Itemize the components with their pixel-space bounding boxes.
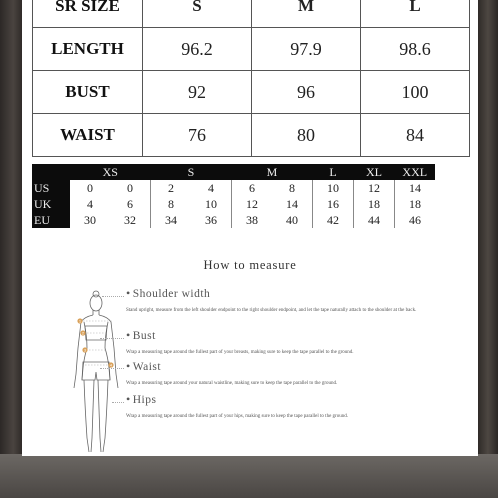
table-cell: 4 <box>208 180 214 195</box>
marker-label: 1 <box>78 318 82 324</box>
section-heading: Shoulder width <box>132 288 211 300</box>
table-cell: 2 <box>151 180 192 196</box>
bullet: • <box>126 328 131 342</box>
leader-line <box>102 296 124 297</box>
row-label: LENGTH <box>33 28 143 71</box>
table-cell: 0 <box>127 180 133 195</box>
table-cell: 76 <box>143 114 252 157</box>
row-label: BUST <box>33 71 143 114</box>
table-cell: 42 <box>313 212 354 228</box>
table-cell: 14 <box>395 180 436 196</box>
table-cell: 100 <box>361 71 470 114</box>
section-heading: Waist <box>132 361 162 373</box>
marker-label: 4 <box>109 362 113 368</box>
table-cell: 16 <box>313 196 354 212</box>
table-cell: 98.6 <box>361 28 470 71</box>
table-cell: 36 <box>205 212 217 227</box>
row-label: UK <box>32 196 70 212</box>
section-description: Wrap a measuring tape around the fullest part of your hips, making sure to keep the tape parallel to the ground. <box>126 414 348 419</box>
table-row <box>33 114 470 157</box>
table-cell: 34 <box>151 212 192 228</box>
table-cell: 6 <box>232 180 273 196</box>
header-cell: L <box>361 0 470 28</box>
section-heading: Bust <box>132 330 156 342</box>
size-table <box>32 0 470 157</box>
table-cell: 12 <box>232 196 273 212</box>
table-cell: 46 <box>395 212 436 228</box>
table-cell: 6 <box>127 196 133 211</box>
size-table-header-row <box>33 0 470 28</box>
table-cell: 80 <box>252 114 361 157</box>
table-cell: 18 <box>395 196 436 212</box>
right-frame <box>478 0 498 498</box>
conversion-header-row <box>32 164 435 180</box>
bottom-frame <box>0 454 498 498</box>
leader-line <box>112 402 124 403</box>
size-header: M <box>232 164 313 180</box>
header-cell: SR SIZE <box>33 0 143 28</box>
body-figure-illustration <box>56 288 136 456</box>
header-cell: M <box>252 0 361 28</box>
table-cell: 96.2 <box>143 28 252 71</box>
leader-line <box>100 338 124 339</box>
table-cell: 4 <box>87 196 93 211</box>
table-cell: 14 <box>286 196 298 211</box>
size-header: XXL <box>395 164 436 180</box>
table-cell: 30 <box>84 212 96 227</box>
table-row <box>33 71 470 114</box>
row-label: US <box>32 180 70 196</box>
section-description: Wrap a measuring tape around your natural waistline, making sure to keep the tape parallel to the ground. <box>126 381 338 386</box>
table-cell: 12 <box>354 180 395 196</box>
section-description: Wrap a measuring tape around the fullest part of your breasts, making sure to keep the tape parallel to the ground. <box>126 350 354 355</box>
marker-label: 2 <box>81 330 85 336</box>
table-cell: 38 <box>232 212 273 228</box>
table-cell: 92 <box>143 71 252 114</box>
size-header: XL <box>354 164 395 180</box>
table-row <box>32 196 435 212</box>
header-cell: S <box>143 0 252 28</box>
corner-cell <box>32 164 70 180</box>
table-cell: 44 <box>354 212 395 228</box>
measure-section-waist <box>126 359 466 388</box>
row-label: EU <box>32 212 70 228</box>
size-conversion-table <box>32 164 435 228</box>
table-cell: 18 <box>354 196 395 212</box>
table-cell: 8 <box>289 180 295 195</box>
marker-label: 3 <box>83 347 87 353</box>
table-row <box>33 28 470 71</box>
size-header: XS <box>70 164 151 180</box>
bullet: • <box>126 392 131 406</box>
table-cell: 97.9 <box>252 28 361 71</box>
size-header: S <box>151 164 232 180</box>
table-cell: 8 <box>151 196 192 212</box>
section-description: Stand upright, measure from the left shoulder endpoint to the right shoulder endpoint, and let the tape naturally attach to the shoulder at the back. <box>126 308 417 313</box>
table-row <box>32 212 435 228</box>
leader-line <box>100 368 124 369</box>
row-label: WAIST <box>33 114 143 157</box>
table-row <box>32 180 435 196</box>
size-chart-sheet <box>22 0 478 456</box>
how-to-measure-title: How to measure <box>203 258 297 272</box>
table-cell: 84 <box>361 114 470 157</box>
size-header: L <box>313 164 354 180</box>
section-heading: Hips <box>132 394 157 406</box>
table-cell: 0 <box>87 180 93 195</box>
left-frame <box>0 0 22 498</box>
bullet: • <box>126 359 131 373</box>
bullet: • <box>126 286 131 300</box>
table-cell: 10 <box>313 180 354 196</box>
table-cell: 96 <box>252 71 361 114</box>
measure-section-shoulder <box>126 286 466 315</box>
table-cell: 10 <box>205 196 217 211</box>
table-cell: 40 <box>286 212 298 227</box>
table-cell: 32 <box>124 212 136 227</box>
measure-section-hips <box>126 392 466 421</box>
measure-section-bust <box>126 328 466 357</box>
